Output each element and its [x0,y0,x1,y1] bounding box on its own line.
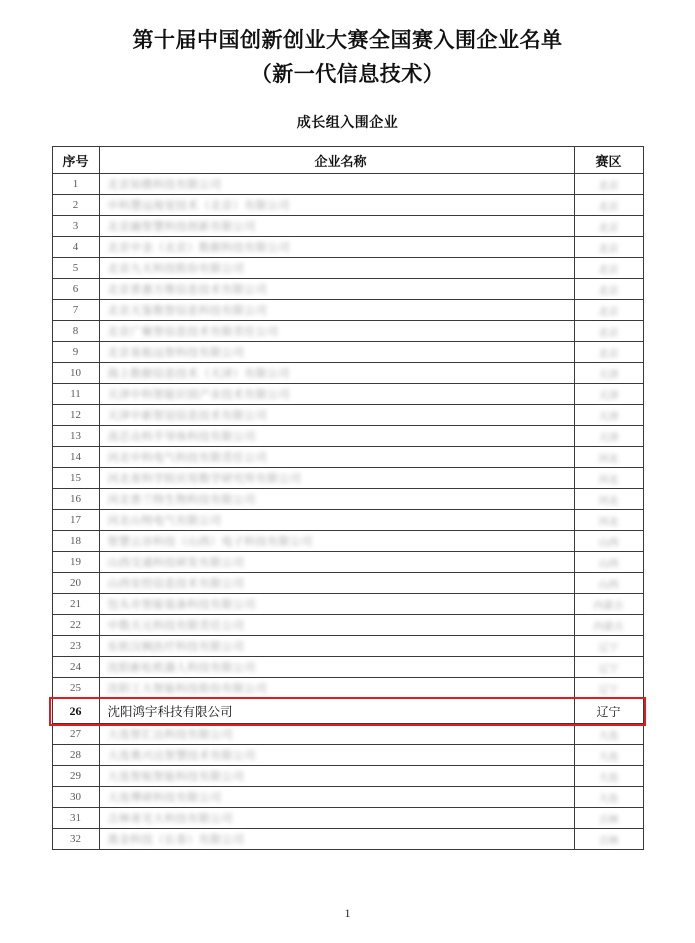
table-row [52,174,643,195]
zone-cell [574,426,643,447]
row-index-cell [52,447,99,468]
zone-name: 辽宁 [598,663,619,675]
enterprise-name: 中数天元科技有限责任公司 [107,620,245,632]
table-row [52,678,643,699]
enterprise-name: 北京广聚智信息技术有限责任公司 [107,326,279,338]
row-index-cell [52,279,99,300]
table-body [52,174,643,850]
column-header-name: 企业名称 [99,147,574,174]
table-header-row [52,147,643,174]
enterprise-name: 沈阳鸿宇科技有限公司 [107,705,233,719]
row-index: 10 [70,367,81,379]
enterprise-name-cell [99,745,574,766]
zone-name: 天津 [598,390,619,402]
table-row [52,363,643,384]
row-index-cell [52,766,99,787]
enterprise-name-cell [99,174,574,195]
zone-name: 河北 [598,474,619,486]
row-index: 32 [70,833,81,845]
row-index-cell [52,615,99,636]
enterprise-name-cell [99,258,574,279]
enterprise-name-cell [99,195,574,216]
enterprise-name-cell [99,724,574,745]
enterprise-name: 高芯众科半导体科技有限公司 [107,431,256,443]
enterprise-name-cell [99,216,574,237]
enterprise-name: 北京普惠万维信息技术有限公司 [107,284,268,296]
zone-cell [574,384,643,405]
row-index: 27 [70,728,81,740]
zone-name: 山西 [598,558,619,570]
zone-name: 大连 [598,751,619,763]
table-row [52,321,643,342]
table-row [52,279,643,300]
zone-cell [574,636,643,657]
row-index: 19 [70,556,81,568]
row-index: 11 [70,388,81,400]
table-row [52,489,643,510]
enterprise-name-cell [99,447,574,468]
zone-cell [574,615,643,636]
enterprise-name: 北京融智慧科技创新有限公司 [107,221,256,233]
enterprise-name: 天津中科智能识别产业技术有限公司 [107,389,290,401]
enterprise-name: 海上数据信息技术（天津）有限公司 [107,368,290,380]
enterprise-name-cell [99,531,574,552]
zone-cell [574,174,643,195]
zone-cell [574,300,643,321]
enterprise-name: 河北中科电气科技有限责任公司 [107,452,268,464]
enterprise-name-cell [99,678,574,699]
zone-cell [574,489,643,510]
zone-cell [574,363,643,384]
enterprise-name-cell [99,766,574,787]
row-index-cell [52,531,99,552]
row-index-cell [52,573,99,594]
row-index-cell [52,489,99,510]
zone-cell [574,342,643,363]
enterprise-name-cell [99,657,574,678]
enterprise-name-cell [99,279,574,300]
zone-name: 内蒙古 [593,600,624,612]
title-line-1: 第十届中国创新创业大赛全国赛入围企业名单 [132,29,563,52]
enterprise-name: 河北普兰特生物科技有限公司 [107,494,256,506]
zone-cell [574,531,643,552]
table-row [52,766,643,787]
row-index-cell [52,724,99,745]
zone-cell [574,657,643,678]
row-index-cell [52,258,99,279]
enterprise-name: 北京天鉴数智信息科技有限公司 [107,305,268,317]
enterprise-name: 沈阳工大智能科技股份有限公司 [107,683,268,695]
zone-cell [574,573,643,594]
enterprise-name: 沈阳新松机器人科技有限公司 [107,662,256,674]
enterprise-name-cell [99,510,574,531]
zone-name: 河北 [598,495,619,507]
table-row [52,657,643,678]
zone-cell [574,829,643,850]
row-index-cell [52,745,99,766]
table-row [52,573,643,594]
enterprise-name-cell [99,384,574,405]
row-index: 30 [70,791,81,803]
zone-cell [574,766,643,787]
row-index: 26 [69,703,82,718]
row-index: 20 [70,577,81,589]
zone-cell [574,468,643,489]
enterprise-name-cell [99,594,574,615]
row-index: 31 [70,812,81,824]
enterprise-name-cell [99,699,574,724]
enterprise-name: 大连博研科技有限公司 [107,792,222,804]
row-index-cell [52,636,99,657]
enterprise-name-cell [99,237,574,258]
enterprise-name-cell [99,405,574,426]
enterprise-name: 北京知微科技有限公司 [107,179,222,191]
zone-name: 山西 [598,537,619,549]
enterprise-name-cell [99,300,574,321]
row-index: 18 [70,535,81,547]
row-index: 17 [70,514,81,526]
row-index: 5 [72,262,79,274]
row-index-cell [52,426,99,447]
enterprise-name: 中科慧远视觉技术（北京）有限公司 [107,200,290,212]
row-index: 6 [72,283,79,295]
title-line-2: （新一代信息技术） [250,63,445,86]
enterprise-name-cell [99,573,574,594]
zone-cell [574,724,643,745]
zone-cell [574,787,643,808]
page-number: 1 [344,906,351,920]
enterprise-name-cell [99,489,574,510]
table-row [52,699,643,724]
zone-cell [574,405,643,426]
row-index-cell [52,384,99,405]
row-index-cell [52,787,99,808]
enterprise-name: 大连智汇达科技有限公司 [107,729,233,741]
zone-name: 吉林 [598,814,619,826]
row-index-cell [52,468,99,489]
row-index-cell [52,594,99,615]
row-index: 21 [70,598,81,610]
row-index-cell [52,510,99,531]
zone-name: 北京 [598,264,619,276]
zone-name: 北京 [598,348,619,360]
zone-name: 河北 [598,453,619,465]
zone-cell [574,321,643,342]
enterprise-list-table [52,146,644,850]
zone-cell [574,678,643,699]
zone-cell [574,258,643,279]
row-index: 23 [70,640,81,652]
row-index-cell [52,300,99,321]
row-index-cell [52,829,99,850]
table-row [52,342,643,363]
row-index: 16 [70,493,81,505]
row-index: 15 [70,472,81,484]
enterprise-name: 山西交通科技研发有限公司 [107,557,245,569]
table-row [52,615,643,636]
zone-cell [574,552,643,573]
row-index: 8 [72,325,79,337]
table-row [52,216,643,237]
column-header-index: 序号 [52,147,99,174]
row-index-cell [52,363,99,384]
enterprise-name-cell [99,342,574,363]
zone-name: 吉林 [598,835,619,847]
enterprise-name-cell [99,552,574,573]
row-index: 9 [72,346,79,358]
table-row [52,384,643,405]
table-row [52,300,643,321]
row-index: 7 [72,304,79,316]
zone-name: 北京 [598,306,619,318]
page-title [40,24,655,92]
row-index-cell [52,321,99,342]
row-index: 13 [70,430,81,442]
zone-cell [574,237,643,258]
row-index: 25 [70,682,81,694]
row-index-cell [52,657,99,678]
table-row [52,195,643,216]
row-index-cell [52,237,99,258]
row-index: 22 [70,619,81,631]
zone-cell [574,195,643,216]
enterprise-name: 大连奥兴达智慧技术有限公司 [107,750,256,762]
enterprise-name-cell [99,426,574,447]
enterprise-name: 包头市智能装备科技有限公司 [107,599,256,611]
row-index: 4 [72,241,79,253]
enterprise-name: 北京九天科技股份有限公司 [107,263,245,275]
zone-name: 辽宁 [596,704,621,719]
row-index-cell [52,174,99,195]
row-index: 28 [70,749,81,761]
subtitle: 成长组入围企业 [296,114,399,130]
table-row [52,636,643,657]
enterprise-name: 黑金科技（长春）有限公司 [107,834,245,846]
zone-name: 北京 [598,201,619,213]
zone-name: 辽宁 [598,642,619,654]
enterprise-name-cell [99,363,574,384]
table-row [52,745,643,766]
zone-name: 北京 [598,180,619,192]
enterprise-name-cell [99,468,574,489]
table-row [52,258,643,279]
table-row [52,468,643,489]
enterprise-name: 吉林省光大科技有限公司 [107,813,233,825]
zone-name: 北京 [598,243,619,255]
row-index-cell [52,699,99,724]
zone-name: 河北 [598,516,619,528]
document-page [0,24,695,943]
enterprise-name: 河北山特电气有限公司 [107,515,222,527]
enterprise-name-cell [99,829,574,850]
table-row [52,787,643,808]
enterprise-name-cell [99,808,574,829]
table-row [52,447,643,468]
enterprise-name: 北京易航远智科技有限公司 [107,347,245,359]
zone-cell [574,216,643,237]
zone-name: 天津 [598,411,619,423]
table-row [52,829,643,850]
table-row [52,510,643,531]
row-index-cell [52,342,99,363]
zone-cell [574,594,643,615]
row-index: 29 [70,770,81,782]
row-index: 1 [72,178,79,190]
table-row [52,594,643,615]
enterprise-name: 智慧云谷科技（山西）电子科技有限公司 [107,536,313,548]
row-index: 14 [70,451,81,463]
enterprise-name: 东软汉枫医疗科技有限公司 [107,641,245,653]
enterprise-name-cell [99,787,574,808]
zone-name: 大连 [598,730,619,742]
zone-name: 天津 [598,369,619,381]
table-row [52,724,643,745]
zone-name: 辽宁 [598,684,619,696]
row-index: 12 [70,409,81,421]
zone-cell [574,808,643,829]
zone-cell [574,510,643,531]
column-header-zone: 赛区 [574,147,643,174]
row-index-cell [52,808,99,829]
table-row [52,405,643,426]
enterprise-name: 北京中金（北京）数据科技有限公司 [107,242,290,254]
row-index-cell [52,552,99,573]
zone-name: 天津 [598,432,619,444]
zone-name: 北京 [598,327,619,339]
row-index-cell [52,216,99,237]
row-index-cell [52,678,99,699]
zone-name: 内蒙古 [593,621,624,633]
zone-cell [574,447,643,468]
enterprise-name: 大连智航智能科技有限公司 [107,771,245,783]
enterprise-name: 山西安控信息技术有限公司 [107,578,245,590]
zone-name: 北京 [598,285,619,297]
row-index: 3 [72,220,79,232]
enterprise-name-cell [99,636,574,657]
zone-cell [574,699,643,724]
zone-name: 北京 [598,222,619,234]
enterprise-name: 河北省科学院应用数学研究所有限公司 [107,473,302,485]
zone-name: 大连 [598,772,619,784]
table-row [52,531,643,552]
zone-cell [574,745,643,766]
row-index-cell [52,195,99,216]
enterprise-name-cell [99,321,574,342]
enterprise-name-cell [99,615,574,636]
table-row [52,552,643,573]
zone-cell [574,279,643,300]
table-row [52,237,643,258]
table-row [52,426,643,447]
zone-name: 山西 [598,579,619,591]
row-index-cell [52,405,99,426]
row-index: 2 [72,199,79,211]
enterprise-name: 天津中新智冠信息技术有限公司 [107,410,268,422]
table-row [52,808,643,829]
row-index: 24 [70,661,81,673]
zone-name: 大连 [598,793,619,805]
